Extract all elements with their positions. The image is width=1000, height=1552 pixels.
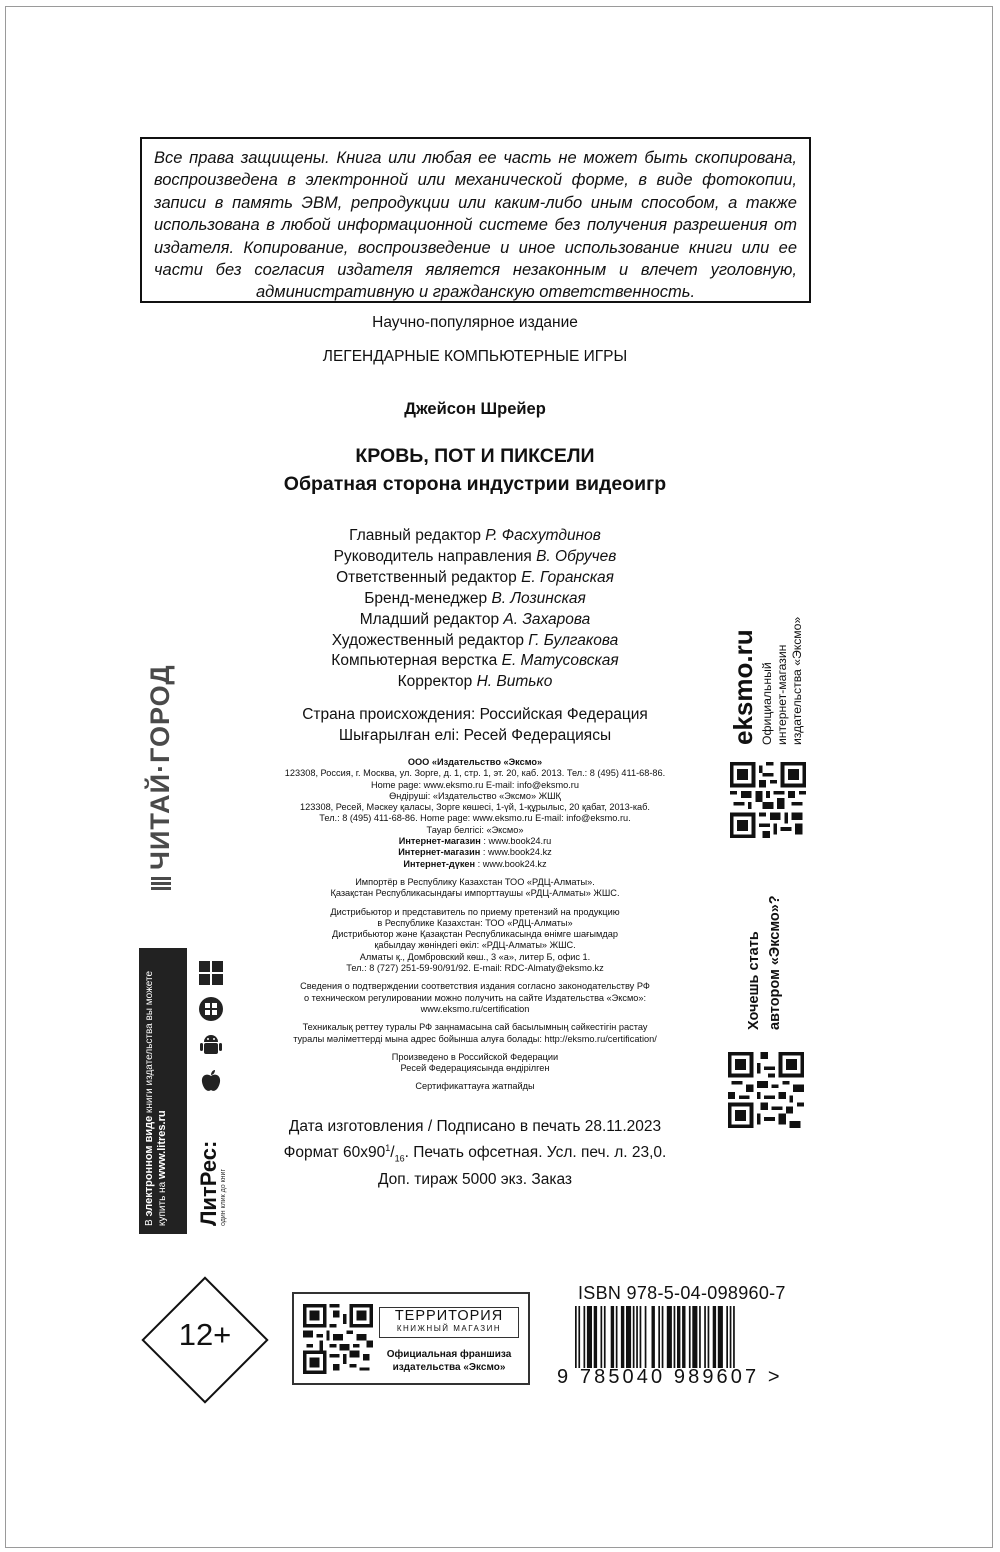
eksmo-qr-code[interactable] [730,762,806,838]
distributor-ru: Дистрибьютор и представитель по приему претензий на продукцию [330,906,620,917]
distributor-kz: Дистрибьютор және Қазақстан Республикасында өнімге шағымдар [332,929,618,940]
almaty-phone: Тел.: 8 (727) 251-59-90/91/92. E-mail: RDC-Almaty@eksmo.kz [346,963,604,974]
chitai-gorod-logo: ЧИТАЙ·ГОРОД [145,664,176,890]
print-info [230,1116,720,1191]
importer-kz: Қазақстан Республикасындағы импорттаушы «РДЦ-Алматы» ЖШС. [330,888,620,899]
distributor-ru: в Республике Казахстан: ТОО «РДЦ-Алматы» [377,917,573,928]
eksmo-site: eksmo.ru [728,629,758,745]
credit-line: Художественный редактор Г. Булгакова [331,631,619,649]
franchise-qr-code[interactable] [303,1304,373,1374]
print-run: Доп. тираж 5000 экз. Заказ [378,1171,572,1189]
credit-line: Младший редактор А. Захарова [359,610,591,628]
genre: Научно-популярное издание [372,314,578,331]
legal-imprint [250,757,700,1093]
origin-kz: Шығарылған елі: Ресей Федерациясы [338,727,612,744]
author-qr-code[interactable] [728,1052,804,1128]
credit-line: Главный редактор Р. Фасхутдинов [349,527,601,544]
franchise-box [292,1292,530,1385]
cert-kz: туралы мәліметтерді мына адрес бойынша алуға болады: http://eksmo.ru/certification/ [293,1033,657,1044]
cert-ru: о техническом регулировании можно получить на сайте Издательства «Эксмо»: [303,992,647,1003]
credit-line: Бренд-менеджер В. Лозинская [364,589,586,607]
territoriya-logo: ТЕРРИТОРИЯ КНИЖНЫЙ МАГАЗИН [379,1307,519,1338]
book-title: КРОВЬ, ПОТ И ПИКСЕЛИ [355,445,595,467]
credits [255,526,695,693]
shop-line: Интернет-дүкен : www.book24.kz [403,858,547,869]
shop-line: Интернет-магазин : www.book24.kz [398,847,552,858]
windows-phone-icon [198,996,224,1022]
credit-line: Ответственный редактор Е. Горанская [336,568,614,586]
kz-address: 123308, Ресей, Мәскеу қаласы, Зорге көшесі, 1-үй, 1-құрылыс, 20 қабат, 2013-каб. [300,802,650,813]
origin [250,704,700,746]
author: Джейсон Шрейер [404,400,546,418]
cert-kz: Техникалық реттеу туралы РФ заңнамасына сай басылымның сәйкестігін растау [302,1022,648,1033]
app-icons [192,960,230,1104]
book-subtitle: Обратная сторона индустрии видеоигр [283,473,667,495]
credit-line: Корректор Н. Витько [397,673,553,691]
made-kz: Ресей Федерациясында өндірілген [400,1063,550,1074]
origin-ru: Страна происхождения: Российская Федерация [302,706,648,723]
litres-slogan: один клик до книг [220,1168,227,1226]
credit-line: Компьютерная верстка Е. Матусовская [331,652,619,670]
distributor-kz: қабылдау жөніндегі өкіл: «РДЦ-Алматы» ЖШС. [374,940,576,951]
eksmo-shop-caption: Официальный интернет-магазин издательства «Эксмо» [760,616,804,745]
kz-brand: Тауар белгісі: «Эксмо» [426,824,524,835]
isbn-barcode [573,1306,795,1368]
almaty-address: Алматы қ., Домбровский көш., 3 «а», литер Б, офис 1. [359,951,591,962]
age-rating: 12+ [178,1317,232,1352]
barcode-digits: 9 785040 989607 > [557,1366,783,1388]
shop-line: Интернет-магазин : www.book24.ru [398,836,552,847]
litres-text: В электронном виде книги издательства вы можете купить на www.litres.ru [143,970,168,1226]
publisher-web: Home page: www.eksmo.ru E-mail: info@eksmo.ru [371,779,579,790]
publisher: ООО «Издательство «Эксмо» [407,757,543,767]
cert-ru: www.eksmo.ru/certification [420,1003,530,1014]
android-icon [198,1032,224,1058]
isbn: ISBN 978-5-04-098960-7 [578,1283,786,1303]
credit-line: Руководитель направления В. Обручев [333,547,617,565]
cert-ru: Сведения о подтверждении соответствия издания согласно законодательству РФ [300,981,650,992]
series: ЛЕГЕНДАРНЫЕ КОМПЬЮТЕРНЫЕ ИГРЫ [322,348,628,365]
litres-logo: ЛитРес: [196,1140,221,1226]
publisher-address: 123308, Россия, г. Москва, ул. Зорге, д. 1, стр. 1, эт. 20, каб. 2013. Тел.: 8 (495) 411-68-86. [284,768,666,779]
print-date: Дата изготовления / Подписано в печать 28.11.2023 [288,1118,662,1135]
made-ru: Произведено в Российской Федерации [391,1051,559,1062]
print-format: Формат $60x90^1/_{16}$. Печать офсетная. Усл. печ. л. 23,0. [283,1142,667,1163]
kz-producer: Өндіруші: «Издательство «Эксмо» ЖШҚ [389,790,561,801]
rights-notice: Все права защищены. Книга или любая ее часть не может быть скопирована, воспроизведена в электронной или механической форме, в виде фотокопии, записи в память ЭВМ, репродукции или каким-либо иным способом, а также использована в любой информационной системе без получения разрешения от издателя. Копирование, воспроизведение и иное использование книги или ее части без согласия издателя является незаконным и влечет уголовную, административную и гражданскую ответственность. [140,137,811,303]
kz-phone: Тел.: 8 (495) 411-68-86. Home page: www.eksmo.ru E-mail: info@eksmo.ru. [319,813,631,824]
importer-ru: Импортёр в Республику Казахстан ТОО «РДЦ-Алматы». [355,876,595,887]
apple-icon [198,1068,224,1094]
franchise-caption: Официальная франшиза издательства «Эксмо» [386,1349,512,1373]
cert-kz: Сертификаттауға жатпайды [415,1081,535,1092]
windows-icon [198,960,224,986]
become-author-text: Хочешь стать автором «Эксмо»? [746,895,783,1030]
